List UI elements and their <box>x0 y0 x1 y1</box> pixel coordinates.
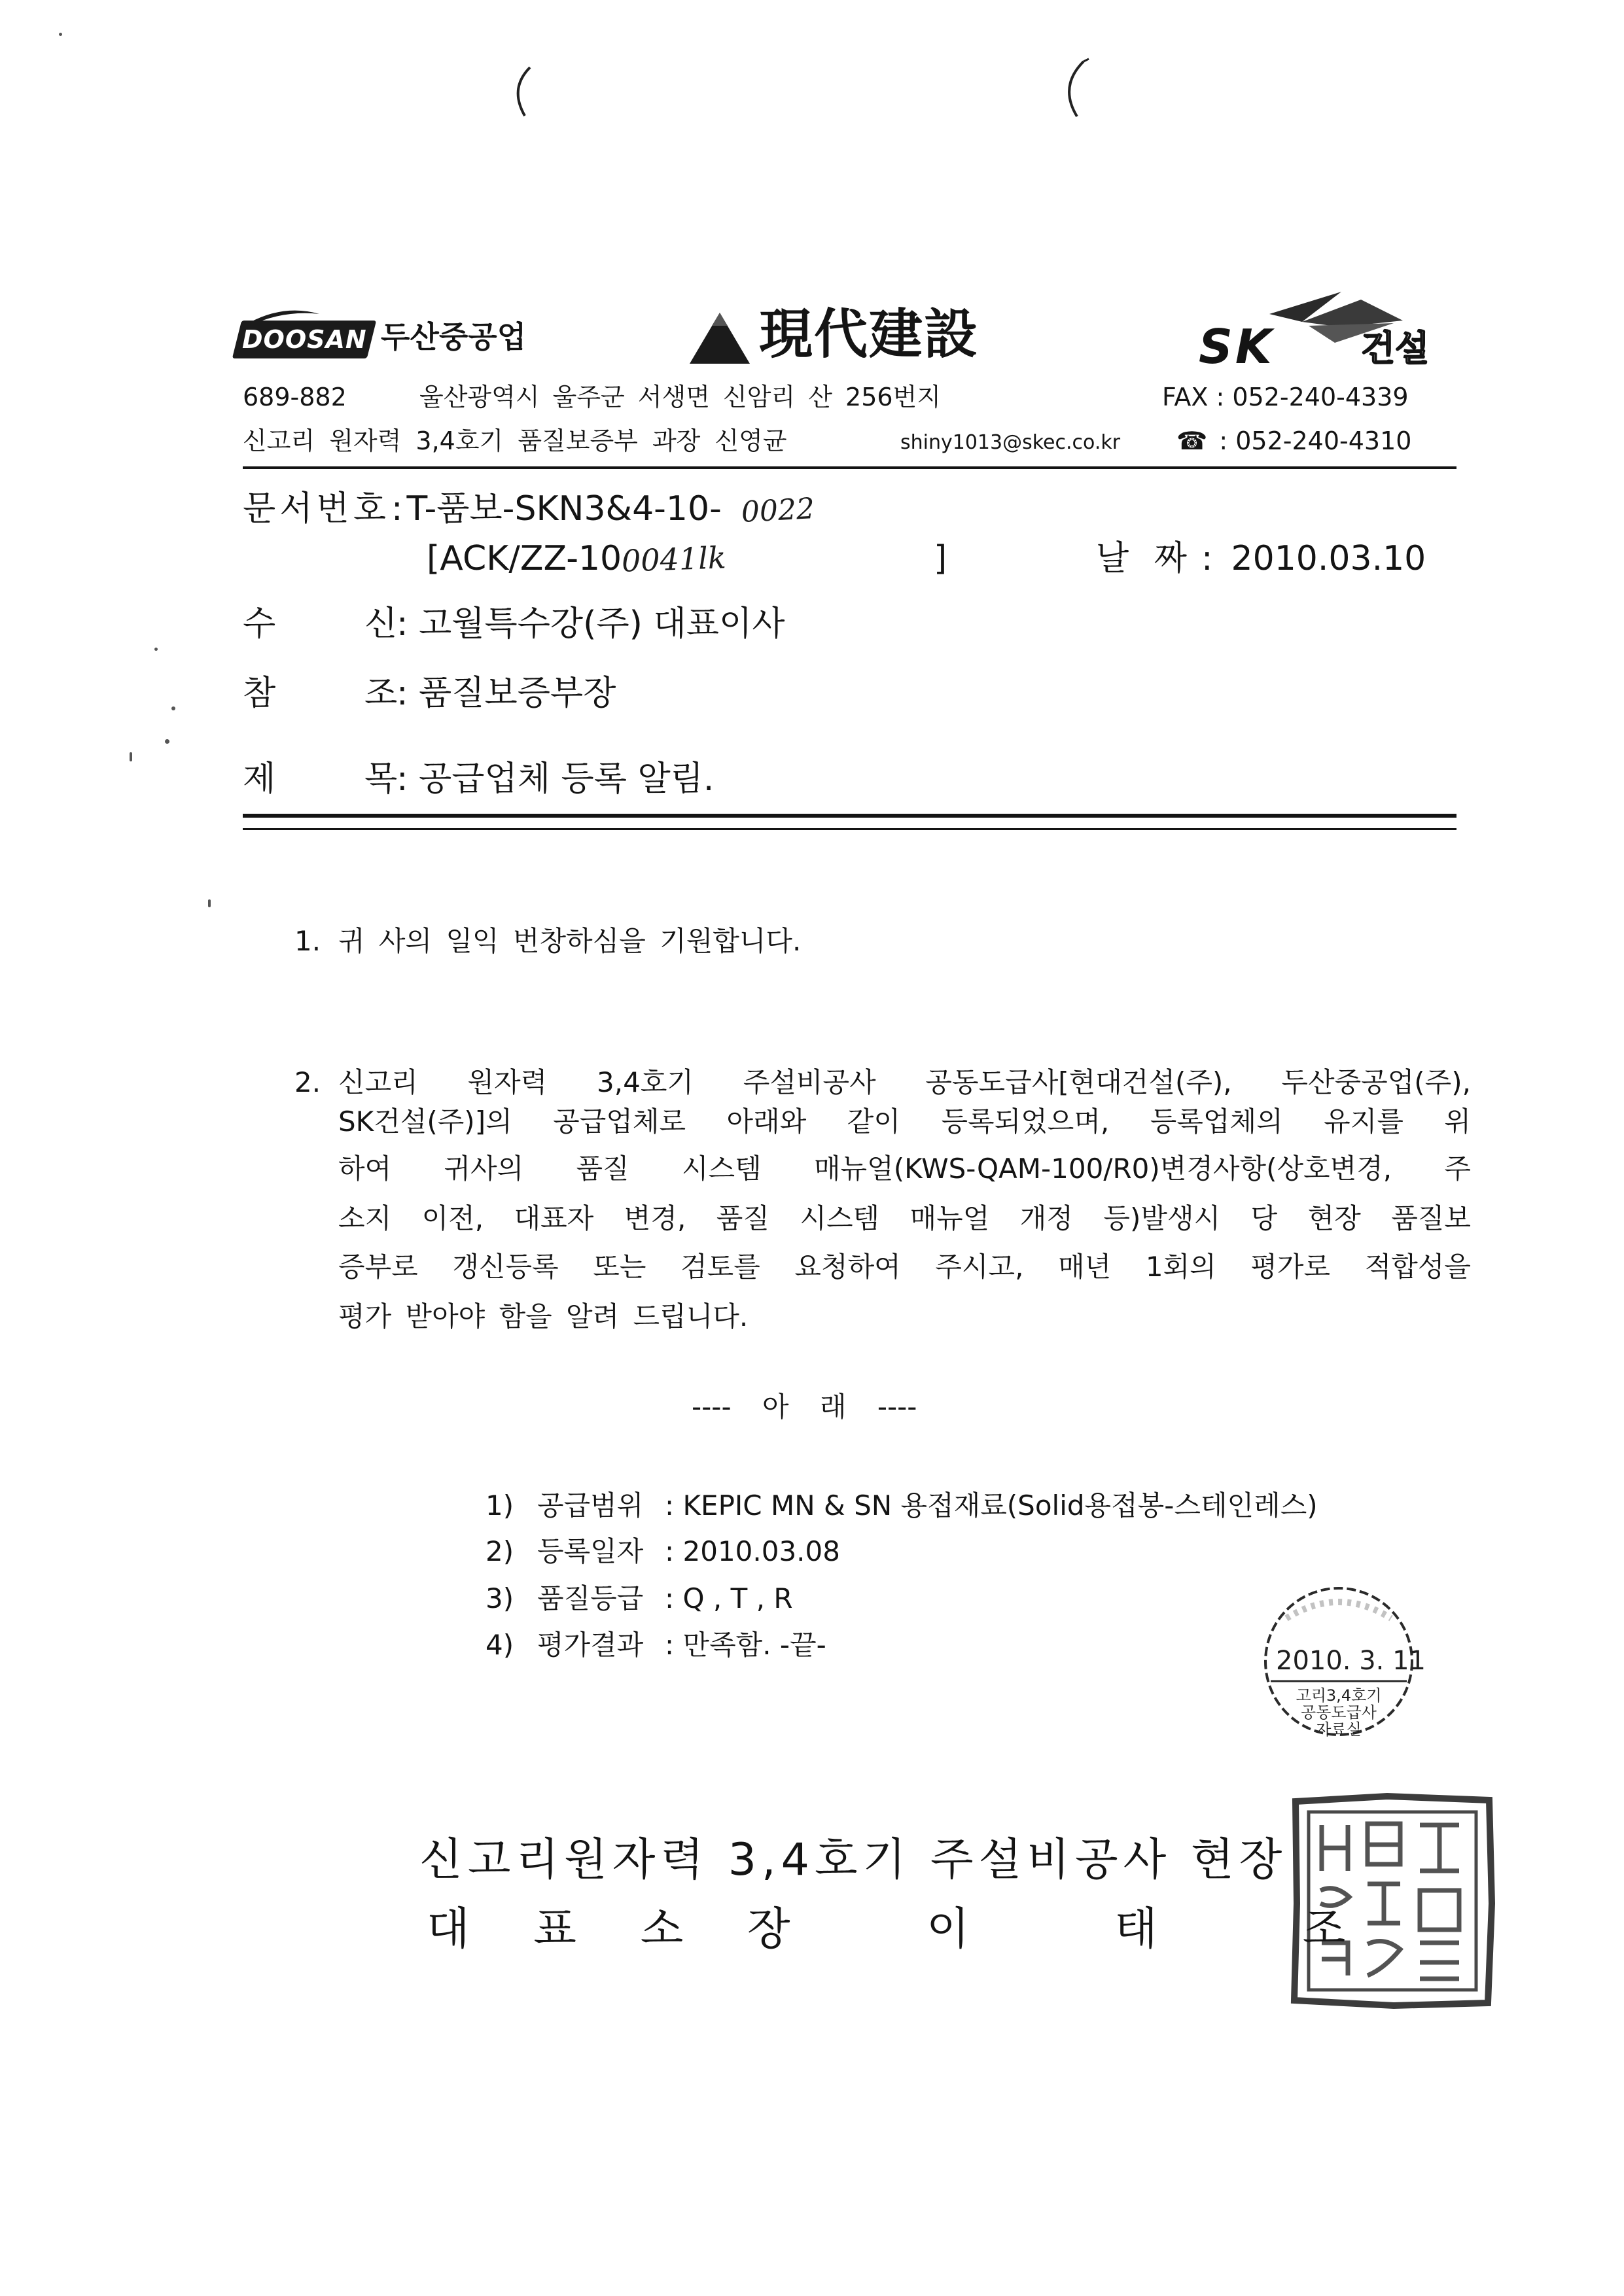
list-item-number: 1) <box>485 1489 514 1522</box>
list-item-value: : Q , T , R <box>665 1582 793 1614</box>
recipient-value: 고월특수강(주) 대표이사 <box>419 604 785 644</box>
signature-title: 대 표 소 장 <box>427 1904 790 1955</box>
binder-hole-mark-left <box>504 62 543 121</box>
ack-number <box>427 539 727 579</box>
list-item-value: : KEPIC MN & SN 용접재료(Solid용접봉-스테인레스) <box>665 1489 1318 1522</box>
official-seal-stamp <box>1289 1792 1496 2009</box>
receipt-date-stamp <box>1247 1573 1430 1756</box>
list-item-label: 등록일자 <box>537 1535 644 1567</box>
recipient-label-1: 수 <box>243 604 276 644</box>
scan-speck <box>59 33 62 36</box>
fax-number: FAX : 052-240-4339 <box>1162 383 1409 411</box>
list-item-number: 4) <box>485 1629 514 1661</box>
doc-number-row <box>243 489 816 529</box>
letterhead-divider <box>243 466 1456 469</box>
phone-icon: ☎ <box>1176 426 1208 455</box>
list-item-number: 3) <box>485 1582 514 1614</box>
sk-logo-suffix: 건설 <box>1361 328 1430 369</box>
paragraph-1-text: 귀 사의 일익 번창하심을 기원합니다. <box>338 925 802 957</box>
reference-label-2: 조 <box>364 674 398 713</box>
list-item-label: 공급범위 <box>537 1489 644 1522</box>
phone-line <box>1176 428 1411 453</box>
list-item-value: : 2010.03.08 <box>665 1535 840 1567</box>
doosan-company-name: 두산중공업 <box>381 319 527 355</box>
reference-value: 품질보증부장 <box>419 674 616 713</box>
subject-value: 공급업체 등록 알림. <box>419 759 715 799</box>
doc-number-colon: : <box>391 489 403 529</box>
paragraph-2-line: 하여 귀사의 품질 시스템 매뉴얼(KWS-QAM-100/R0)변경사항(상호변경, 주 <box>338 1153 1471 1185</box>
stamp-line: 자료실 <box>1316 1720 1362 1739</box>
notice-heading: ---- 아 래 ---- <box>692 1391 917 1423</box>
phone-number: : 052-240-4310 <box>1219 426 1412 455</box>
doosan-logo <box>232 321 376 358</box>
doc-number-label: 문서번호 <box>243 489 390 529</box>
date-row <box>1096 539 1426 578</box>
subject-label-2: 목 <box>364 759 398 799</box>
subject-colon: : <box>397 759 408 799</box>
stamp-date: 2010. 3. 11 <box>1276 1646 1426 1676</box>
date-colon: : <box>1201 539 1213 578</box>
binder-hole-mark-right <box>1055 58 1094 123</box>
reference-colon: : <box>397 674 408 713</box>
list-item-label: 품질등급 <box>537 1582 644 1614</box>
paragraph-2-line: SK건설(주)]의 공급업체로 아래와 같이 등록되었으며, 등록업체의 유지를 위 <box>338 1105 1471 1138</box>
ack-number-handwritten: 0041lk <box>621 540 727 579</box>
scan-speck <box>171 706 175 710</box>
subject-label-1: 제 <box>243 759 276 799</box>
postal-code: 689-882 <box>243 383 347 411</box>
sender-name: 신고리 원자력 3,4호기 품질보증부 과장 신영균 <box>243 426 787 455</box>
stamp-line: 고리3,4호기 <box>1296 1686 1382 1705</box>
scan-speck <box>154 648 158 651</box>
signature-organization: 신고리원자력 3,4호기 주설비공사 현장 <box>419 1834 1288 1886</box>
stamp-line: 공동도급사 <box>1301 1703 1377 1722</box>
paragraph-2-line: 평가 받아야 함을 알려 드립니다. <box>338 1300 749 1332</box>
recipient-colon: : <box>397 604 408 644</box>
doc-number-printed: T-품보-SKN3&4-10- <box>406 489 722 529</box>
recipient-label-2: 신 <box>364 604 398 644</box>
paragraph-2-line: 소지 이전, 대표자 변경, 품질 시스템 매뉴얼 개정 등)발생시 당 현장 품질보 <box>338 1202 1471 1234</box>
list-item-value: : 만족함. -끝- <box>665 1629 826 1661</box>
paragraph-2-line: 신고리 원자력 3,4호기 주설비공사 공동도급사[현대건설(주), 두산중공업(주), <box>338 1066 1471 1098</box>
date-label: 날 짜 <box>1096 539 1187 578</box>
scan-speck <box>130 752 132 761</box>
header-divider-thin <box>243 828 1456 830</box>
sender-address: 울산광역시 울주군 서생면 신암리 산 256번지 <box>419 383 941 411</box>
reference-label-1: 참 <box>243 674 276 713</box>
doc-number-handwritten: 0022 <box>740 492 816 529</box>
doosan-logo-text: DOOSAN <box>241 325 367 354</box>
scan-speck <box>208 899 211 907</box>
signature-name: 이 태 조 <box>927 1904 1346 1955</box>
header-divider-thick <box>243 814 1456 818</box>
sender-email: shiny1013@skec.co.kr <box>900 431 1121 454</box>
ack-number-close: ] <box>934 539 947 578</box>
date-value: 2010.03.10 <box>1231 539 1426 578</box>
ack-number-printed: [ACK/ZZ-10 <box>427 539 622 578</box>
paragraph-2-number: 2. <box>294 1066 321 1098</box>
list-item-label: 평가결과 <box>537 1629 644 1661</box>
list-item-number: 2) <box>485 1535 514 1567</box>
hyundai-triangle-icon <box>688 311 751 365</box>
paragraph-2-line: 증부로 갱신등록 또는 검토를 요청하여 주시고, 매년 1회의 평가로 적합성을 <box>338 1251 1471 1283</box>
scan-speck <box>165 739 169 744</box>
sk-logo-text: SK <box>1199 319 1275 374</box>
hyundai-logo-text: 現代建設 <box>759 303 980 366</box>
paragraph-1-number: 1. <box>294 925 321 957</box>
